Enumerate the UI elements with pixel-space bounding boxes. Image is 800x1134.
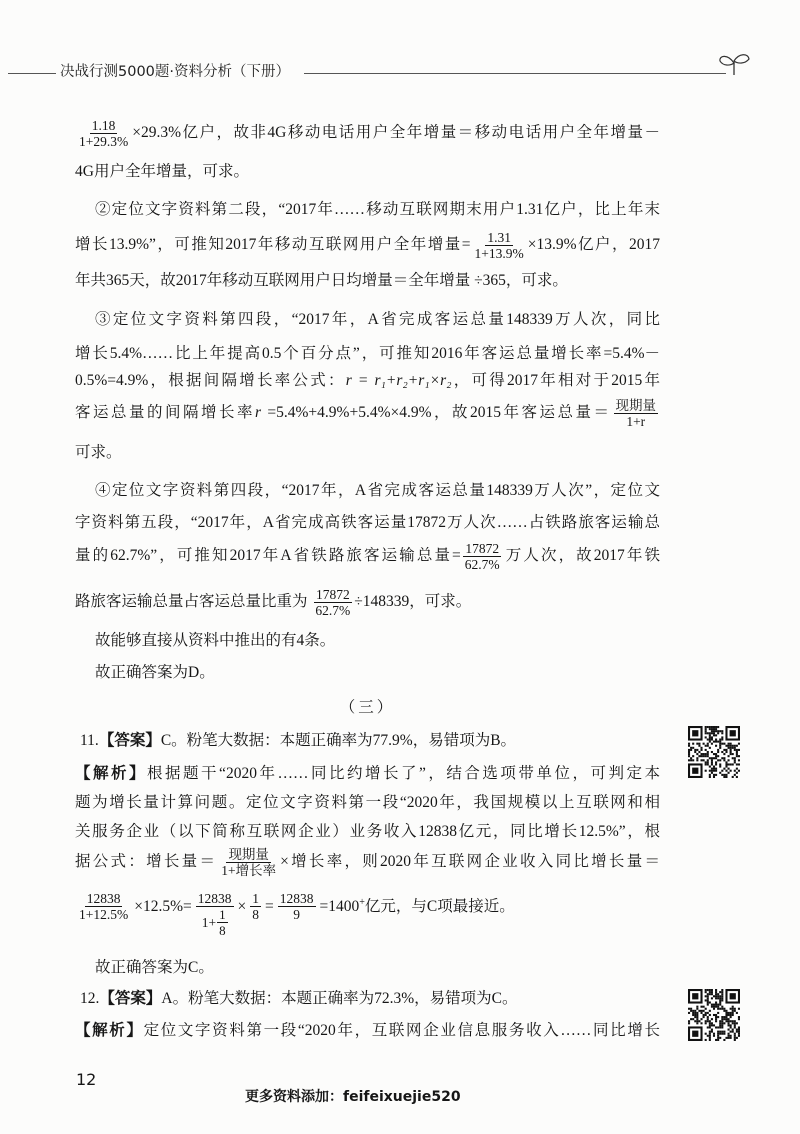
text-line: 字资料第五段，“2017年，A省完成高铁客运量17872万人次……占铁路旅客运输总	[75, 514, 660, 531]
text-segment: 0.5%=4.9%，根据间隔增长率公式：	[75, 372, 346, 389]
fraction-denominator: 8	[252, 907, 260, 922]
text-line	[75, 116, 660, 150]
text-line	[75, 585, 660, 619]
fraction-denominator: 9	[293, 907, 301, 922]
header-rule-left	[8, 73, 56, 74]
text-line	[75, 845, 660, 879]
text-segment: =5.4%+4.9%+5.4%×4.9%，故2015年客运总量＝	[261, 404, 612, 421]
fraction-denominator: 1+r	[626, 413, 646, 429]
result-text: 亿元，与C项最接近。	[364, 898, 515, 915]
fraction-denominator: 62.7%	[464, 556, 500, 572]
text-segment: 量的62.7%”，可推知2017年A省铁路旅客运输总量=	[75, 547, 461, 564]
fraction	[473, 230, 526, 261]
interval-growth-formula: r = r₁+r₂+r₁×r₂	[345, 372, 452, 389]
calculation-line	[75, 891, 517, 938]
result-value: =1400	[319, 898, 360, 915]
fraction-numerator: 1.18	[91, 117, 116, 133]
text-segment: ×12.5%=	[134, 898, 192, 915]
qr-code	[688, 726, 740, 778]
fraction-denominator: 1+12.5%	[79, 907, 129, 922]
answer-line-11	[80, 730, 665, 752]
text-segment: 万人次，故2017年铁	[503, 547, 660, 564]
fraction	[219, 847, 278, 878]
fraction	[77, 891, 130, 922]
text-line: ④定位文字资料第四段，“2017年，A省完成客运总量148339万人次”，定位文	[95, 482, 660, 499]
fraction-numerator: 现期量	[228, 846, 269, 862]
fraction-numerator: 17872	[315, 586, 350, 602]
fraction	[77, 118, 130, 149]
text-segment: ×增长率，则2020年互联网企业收入同比增长量＝	[280, 853, 660, 870]
answer-label: 【答案】	[98, 732, 161, 749]
fraction-numerator: 17872	[465, 540, 500, 556]
section-title: （三）	[339, 699, 396, 716]
text-segment	[320, 891, 515, 922]
text-line: 年共365天，故2017年移动互联网用户日均增量＝全年增量 ÷365，可求。	[75, 272, 568, 289]
fraction-numerator: 1	[219, 907, 226, 922]
question-number: 12.	[80, 990, 100, 1007]
superscript-plus: +	[359, 896, 365, 908]
text-segment: 据公式：增长量＝	[75, 853, 218, 870]
analysis-label: 【解析】	[75, 765, 148, 782]
header-rule-right	[304, 73, 726, 74]
fraction-denominator	[200, 907, 230, 938]
text-segment: =	[265, 898, 274, 915]
fraction	[278, 891, 316, 922]
answer-text: A。粉笔大数据：本题正确率为72.3%，易错项为C。	[161, 990, 518, 1007]
fraction-numerator: 1	[252, 891, 260, 906]
text-line: ②定位文字资料第二段，“2017年……移动互联网期末用户1.31亿户，比上年末	[95, 201, 660, 218]
variable-r: r	[254, 404, 262, 421]
text-line: 故正确答案为C。	[95, 959, 214, 976]
denominator-prefix: 1+	[201, 915, 217, 930]
text-line: 关服务企业（以下简称互联网企业）业务收入12838亿元，同比增长12.5%”，根	[75, 823, 660, 840]
page-number: 12	[76, 1070, 97, 1089]
text-line: 故正确答案为D。	[95, 664, 215, 681]
answer-line-12	[80, 988, 665, 1010]
fraction-denominator: 62.7%	[315, 602, 351, 618]
qr-code	[688, 989, 740, 1041]
text-line: 故能够直接从资料中推出的有4条。	[95, 632, 336, 649]
text-line	[75, 396, 660, 430]
text-segment: 增长13.9%”，可推知2017年移动互联网用户全年增量=	[75, 236, 471, 253]
text-line: 4G用户全年增量，可求。	[75, 163, 249, 180]
text-segment: ×	[237, 898, 247, 915]
text-line	[75, 370, 660, 392]
sprout-icon	[716, 50, 752, 78]
text-segment: ×13.9%亿户，2017	[527, 236, 660, 253]
question-number: 11.	[80, 732, 99, 749]
fraction-numerator: 12838	[279, 891, 314, 906]
text-segment: ÷148339，可求。	[354, 593, 472, 610]
fraction-denominator: 8	[219, 923, 226, 938]
text-segment: 定位文字资料第一段“2020年，互联网企业信息服务收入……同比增长	[143, 1022, 660, 1039]
fraction	[250, 891, 261, 922]
answer-label: 【答案】	[99, 990, 162, 1007]
fraction-denominator: 1+13.9%	[474, 245, 524, 261]
text-line: 增长5.4%……比上年提高0.5个百分点”，可推知2016年客运总量增长率=5.4%－	[75, 345, 660, 362]
nested-fraction	[196, 891, 234, 938]
text-segment: 客运总量的间隔增长率	[75, 404, 255, 421]
text-segment: 根据题干“2020年……同比约增长了”，结合选项带单位，可判定本	[147, 765, 660, 782]
text-line	[75, 1020, 660, 1042]
fraction	[313, 587, 352, 618]
fraction	[463, 541, 502, 572]
text-line: 可求。	[75, 444, 122, 461]
text-segment: ×29.3%亿户，故非4G移动电话用户全年增量＝移动电话用户全年增量－	[132, 124, 660, 141]
fraction-numerator: 现期量	[615, 397, 656, 413]
footer-note: 更多资料添加：feifeixuejie520	[245, 1089, 461, 1105]
fraction-numerator: 12838	[197, 891, 232, 906]
fraction	[614, 398, 659, 429]
answer-text: C。粉笔大数据：本题正确率为77.9%，易错项为B。	[160, 732, 517, 749]
fraction-numerator: 1.31	[487, 229, 511, 245]
inner-fraction	[217, 907, 228, 938]
running-header-title: 决战行测5000题·资料分析（下册）	[60, 64, 291, 80]
text-line	[75, 228, 660, 262]
fraction-denominator: 1+29.3%	[79, 133, 129, 149]
analysis-label: 【解析】	[75, 1022, 144, 1039]
text-line: 题为增长量计算问题。定位文字资料第一段“2020年，我国规模以上互联网和相	[75, 794, 660, 811]
fraction-denominator: 1+增长率	[221, 862, 277, 878]
fraction-numerator: 12838	[86, 891, 121, 906]
text-line	[75, 763, 660, 785]
text-segment: ，可得2017年相对于2015年	[451, 372, 660, 389]
text-line: ③定位文字资料第四段，“2017年，A省完成客运总量148339万人次，同比	[95, 311, 660, 328]
text-line	[75, 539, 660, 573]
text-segment: 路旅客运输总量占客运总量比重为	[75, 593, 308, 610]
